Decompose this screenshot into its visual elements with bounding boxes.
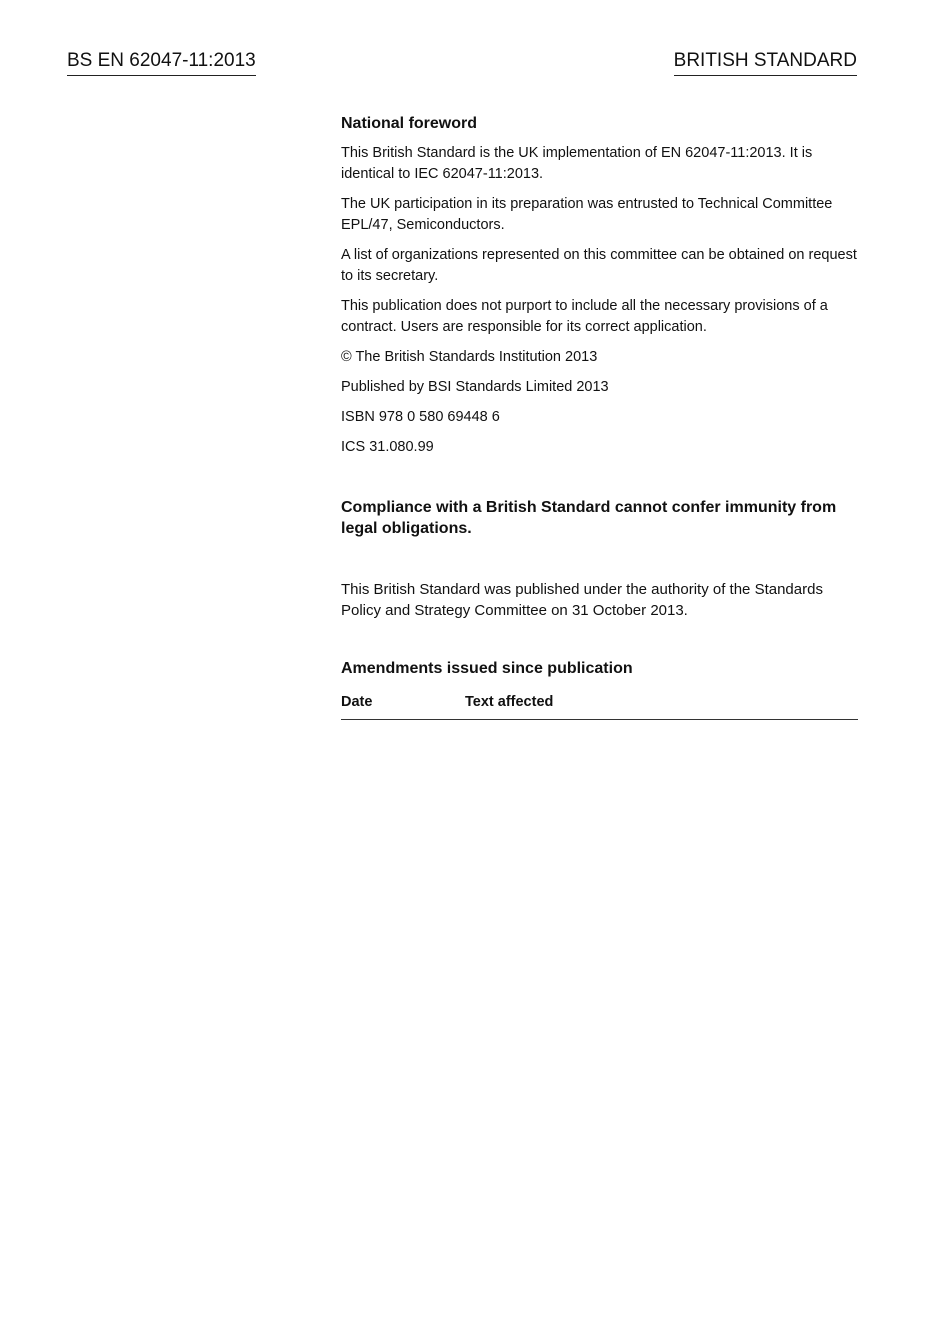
publisher-line: Published by BSI Standards Limited 2013 — [341, 379, 609, 395]
foreword-paragraph: The UK participation in its preparation was entrusted to Technical Committee EPL/47, Semiconductors. — [341, 196, 833, 233]
foreword-paragraph: A list of organizations represented on this committee can be obtained on request to its secretary. — [341, 247, 857, 284]
foreword-section — [341, 113, 858, 720]
foreword-title: National foreword — [341, 115, 478, 132]
amendments-table-header — [341, 692, 858, 720]
foreword-paragraph: This publication does not purport to include all the necessary provisions of a contract. Users are responsible for its correct application. — [341, 298, 828, 335]
isbn-line: ISBN 978 0 580 69448 6 — [341, 409, 500, 425]
column-header-date: Date — [341, 694, 373, 710]
copyright-line: © The British Standards Institution 2013 — [341, 349, 598, 365]
column-header-text-affected: Text affected — [465, 694, 554, 710]
compliance-notice: Compliance with a British Standard cannot confer immunity from legal obligations. — [341, 499, 837, 537]
ics-line: ICS 31.080.99 — [341, 439, 434, 455]
document-number: BS EN 62047-11:2013 — [67, 49, 256, 76]
authority-statement: This British Standard was published under the authority of the Standards Policy and Strategy Committee on 31 October 2013. — [341, 581, 823, 619]
document-type: BRITISH STANDARD — [674, 49, 857, 76]
foreword-paragraph: This British Standard is the UK implementation of EN 62047-11:2013. It is identical to IEC 62047-11:2013. — [341, 145, 813, 182]
amendments-title: Amendments issued since publication — [341, 660, 633, 677]
